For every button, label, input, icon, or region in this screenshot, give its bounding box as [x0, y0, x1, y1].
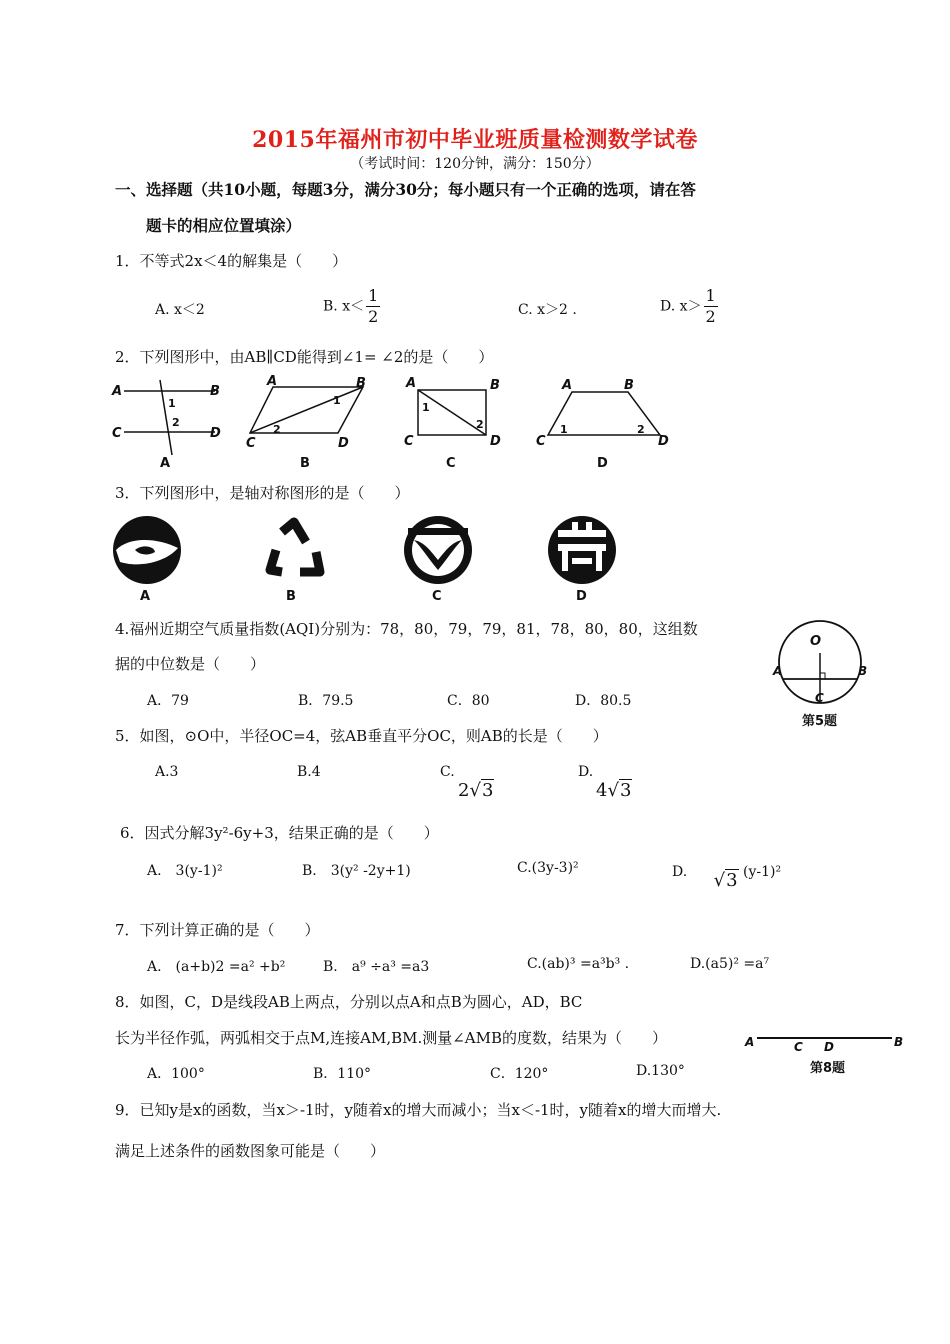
question-8-cont: 长为半径作弧，两弧相交于点M,连接AM,BM.测量∠AMB的度数，结果为（ ）: [115, 1029, 668, 1047]
question-1: 1．不等式2x＜4的解集是（ ）: [115, 252, 348, 270]
question-6: 6．因式分解3y²-6y+3，结果正确的是（ ）: [120, 824, 439, 842]
q3-logos: [110, 512, 630, 607]
question-4-cont: 据的中位数是（ ）: [115, 655, 266, 673]
q3-logo-c: [404, 516, 472, 604]
figure-8-caption: 第8题: [810, 1061, 846, 1076]
q7-option-c: C.(ab)³ =a³b³ .: [527, 956, 630, 972]
q6-option-b: B. 3(y² -2y+1): [302, 863, 411, 879]
svg-text:B: B: [300, 456, 310, 471]
section-heading: 一、选择题（共10小题，每题3分，满分30分；每小题只有一个正确的选项，请在答: [115, 180, 696, 199]
svg-text:A: A: [160, 456, 171, 471]
page-title: 2015年福州市初中毕业班质量检测数学试卷: [252, 127, 698, 153]
question-5: 5．如图，⊙O中，半径OC=4，弦AB垂直平分OC，则AB的长是（ ）: [115, 727, 608, 745]
q8-option-a: A．100°: [147, 1066, 205, 1082]
svg-text:D: D: [597, 456, 608, 471]
svg-text:A: A: [140, 589, 151, 604]
label-c: C: [794, 1040, 803, 1054]
q3-logo-a: [113, 516, 181, 604]
label-b: B: [894, 1035, 904, 1049]
q2-figures: [110, 375, 700, 475]
svg-text:D: D: [576, 589, 587, 604]
svg-text:C: C: [432, 589, 442, 604]
svg-text:D: D: [210, 426, 221, 441]
q2-figure-b: [250, 387, 363, 433]
q4-option-c: C．80: [447, 693, 490, 709]
svg-text:B: B: [286, 589, 296, 604]
q7-option-d: D.(a5)² =a⁷: [690, 956, 770, 972]
q8-option-c: C．120°: [490, 1066, 549, 1082]
q3-logo-b: [270, 522, 320, 572]
question-7: 7．下列计算正确的是（ ）: [115, 921, 320, 939]
figure-8-segment: [742, 1028, 912, 1078]
svg-text:D: D: [338, 436, 349, 451]
svg-text:A: A: [112, 384, 123, 399]
q4-option-a: A．79: [147, 693, 189, 709]
q7-option-b: B. a⁹ ÷a³ =a3: [323, 959, 430, 975]
svg-text:C: C: [404, 434, 414, 449]
svg-text:C: C: [536, 434, 546, 449]
q6-option-d: D. √3 (y-1)²: [672, 864, 782, 891]
label-a: A: [745, 1035, 755, 1049]
svg-text:C: C: [446, 456, 456, 471]
q6-option-a: A. 3(y-1)²: [147, 863, 223, 879]
svg-text:A: A: [267, 375, 278, 389]
exam-info: （考试时间：120分钟，满分：150分）: [350, 156, 600, 172]
q5-option-a: A.3: [155, 764, 179, 780]
svg-text:D: D: [490, 434, 501, 449]
q5-option-b: B.4: [297, 764, 321, 780]
q2-figure-a: [124, 380, 215, 455]
question-2: 2．下列图形中，由AB∥CD能得到∠1= ∠2的是（ ）: [115, 348, 494, 366]
svg-text:A: A: [562, 378, 573, 393]
q4-option-b: B．79.5: [298, 693, 354, 709]
q1-option-c: C. x＞2 .: [518, 302, 577, 318]
section-heading-cont: 题卡的相应位置填涂）: [146, 216, 302, 235]
figure-5-circle: [770, 605, 880, 735]
q7-option-a: A. (a+b)2 =a² +b²: [147, 959, 286, 975]
label-b: B: [858, 664, 868, 678]
question-9-cont: 满足上述条件的函数图象可能是（ ）: [115, 1142, 386, 1160]
question-3: 3．下列图形中，是轴对称图形的是（ ）: [115, 484, 410, 502]
svg-text:B: B: [624, 378, 634, 393]
svg-text:1: 1: [560, 423, 568, 436]
q8-option-d: D.130°: [636, 1063, 685, 1079]
question-8: 8．如图，C，D是线段AB上两点，分别以点A和点B为圆心，AD，BC: [115, 993, 583, 1011]
q3-logo-d: [548, 516, 616, 604]
q4-option-d: D．80.5: [575, 693, 632, 709]
svg-text:B: B: [356, 376, 366, 391]
label-c: C: [815, 691, 824, 705]
figure-5-caption: 第5题: [802, 714, 838, 729]
svg-text:B: B: [490, 378, 500, 393]
svg-text:1: 1: [422, 401, 430, 414]
question-4: 4.福州近期空气质量指数(AQI)分别为：78，80，79，79，81，78，80，80，这组数: [115, 620, 698, 638]
svg-text:2: 2: [273, 423, 281, 436]
label-a: A: [773, 664, 783, 678]
q5-option-d: D. 4√3: [578, 764, 632, 801]
q8-option-b: B．110°: [313, 1066, 372, 1082]
svg-text:2: 2: [172, 416, 180, 429]
q1-option-d: D. x＞ $\frac{1}{2}$: [660, 286, 716, 326]
svg-text:A: A: [406, 376, 417, 391]
svg-text:1: 1: [168, 397, 176, 410]
question-9: 9．已知y是x的函数，当x＞-1时，y随着x的增大而减小；当x＜-1时，y随着x的增大而增大.: [115, 1101, 722, 1119]
svg-text:D: D: [658, 434, 669, 449]
svg-text:2: 2: [476, 418, 484, 431]
svg-text:C: C: [246, 436, 256, 451]
svg-text:1: 1: [333, 394, 341, 407]
q1-option-b: B. x＜ $\frac{1}{2}$: [323, 286, 379, 326]
svg-text:C: C: [112, 426, 122, 441]
label-d: D: [824, 1040, 834, 1054]
label-o: O: [810, 634, 822, 649]
svg-text:2: 2: [637, 423, 645, 436]
q1-option-a: A. x＜2: [155, 302, 205, 318]
svg-text:B: B: [210, 384, 220, 399]
q5-option-c: C. 2√3: [440, 764, 494, 801]
q6-option-c: C.(3y-3)²: [517, 860, 579, 876]
